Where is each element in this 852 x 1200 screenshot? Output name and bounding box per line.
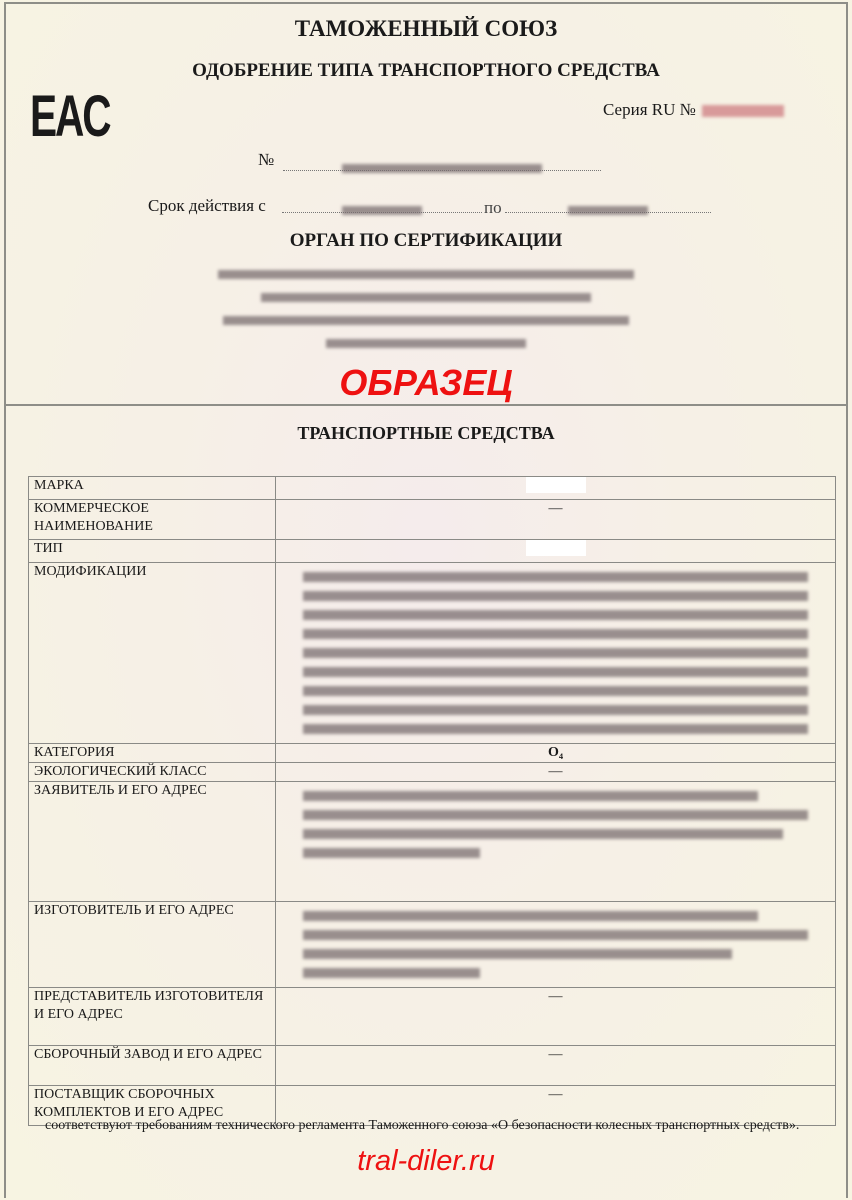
table-row: ИЗГОТОВИТЕЛЬ И ЕГО АДРЕС <box>29 902 836 988</box>
number-field <box>283 160 601 171</box>
table-row: ТИП <box>29 540 836 563</box>
certification-body-title: ОРГАН ПО СЕРТИФИКАЦИИ <box>289 230 563 251</box>
table-row: СБОРОЧНЫЙ ЗАВОД И ЕГО АДРЕС — <box>29 1046 836 1086</box>
compliance-statement: соответствуют требованиям технического регламента Таможенного союза «О безопасности колесных транспортных средств». <box>45 1118 800 1133</box>
validity-to-label: по <box>484 198 502 217</box>
redacted-brand <box>526 477 586 493</box>
table-row: ПОСТАВЩИК СБОРОЧНЫХ КОМПЛЕКТОВ И ЕГО АДРЕС — <box>29 1086 836 1126</box>
certification-body-details <box>0 266 852 348</box>
sample-watermark: ОБРАЗЕЦ <box>339 362 513 403</box>
table-row: ПРЕДСТАВИТЕЛЬ ИЗГОТОВИТЕЛЯ И ЕГО АДРЕС — <box>29 988 836 1046</box>
vehicles-title: ТРАНСПОРТНЫЕ СРЕДСТВА <box>297 423 555 443</box>
redacted-number <box>342 164 542 173</box>
redacted-date <box>568 206 648 215</box>
validity-to-field <box>505 202 711 213</box>
redacted-modifications <box>303 572 808 734</box>
validity-from-field <box>282 202 482 213</box>
series-number: Серия RU № <box>603 100 784 120</box>
vehicle-table <box>28 476 836 1126</box>
table-row: КАТЕГОРИЯ O₄ <box>29 744 836 763</box>
validity-label: Срок действия с <box>148 196 266 215</box>
redacted-applicant <box>303 791 808 858</box>
table-row: ЭКОЛОГИЧЕСКИЙ КЛАСС — <box>29 763 836 782</box>
redacted-manufacturer <box>303 911 808 978</box>
table-row: МАРКА <box>29 477 836 500</box>
number-label: № <box>258 150 275 169</box>
redacted-type <box>526 540 586 556</box>
eac-logo: EAC <box>30 84 110 149</box>
document-title: ОДОБРЕНИЕ ТИПА ТРАНСПОРТНОГО СРЕДСТВА <box>192 60 660 81</box>
table-row: КОММЕРЧЕСКОЕ НАИМЕНОВАНИЕ — <box>29 500 836 540</box>
section-divider <box>4 404 848 406</box>
table-row: МОДИФИКАЦИИ <box>29 563 836 744</box>
redacted-series <box>702 105 784 117</box>
site-watermark: tral-diler.ru <box>357 1145 495 1177</box>
union-title: ТАМОЖЕННЫЙ СОЮЗ <box>294 16 558 41</box>
table-row: ЗАЯВИТЕЛЬ И ЕГО АДРЕС <box>29 782 836 902</box>
redacted-date <box>342 206 422 215</box>
